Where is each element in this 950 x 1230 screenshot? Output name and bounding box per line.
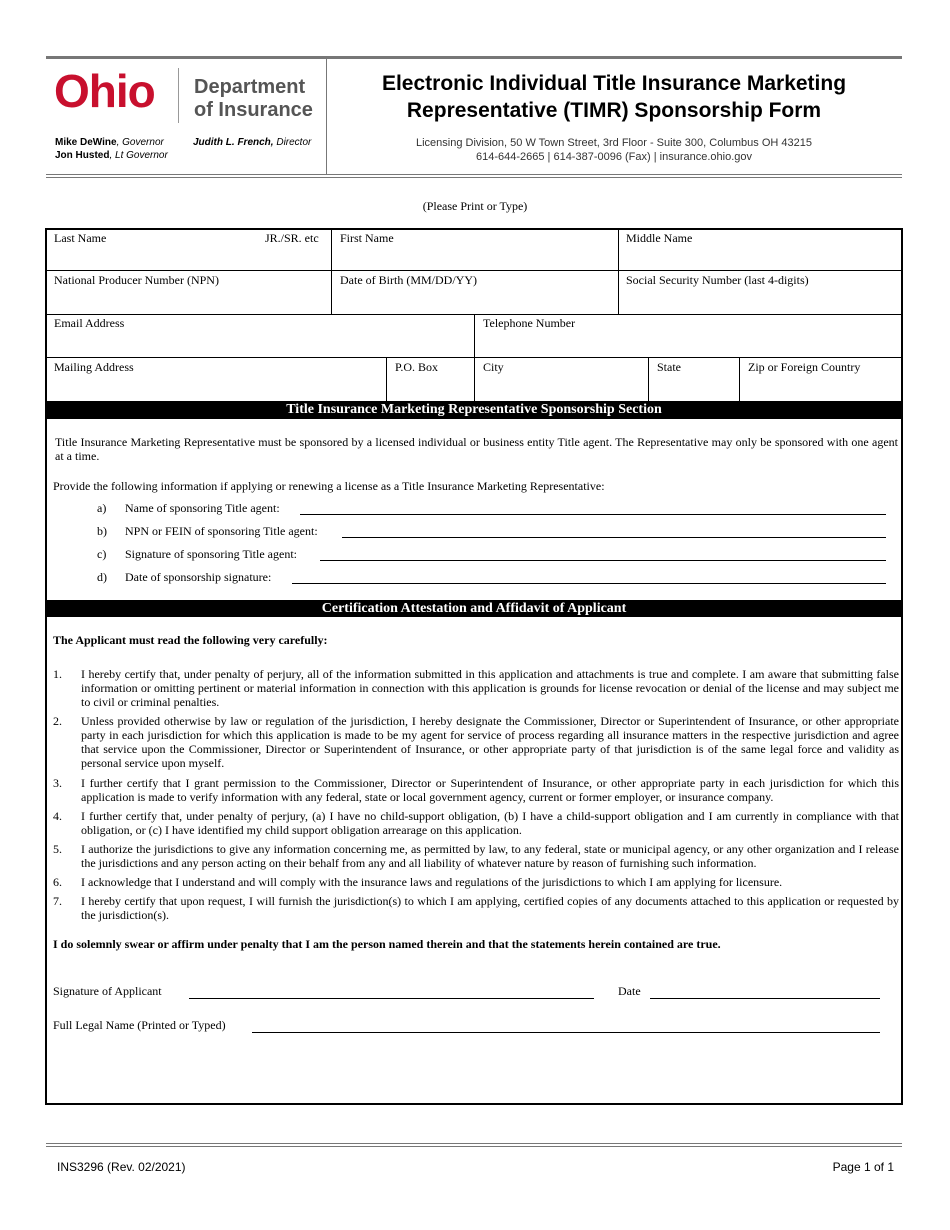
col-divider xyxy=(648,357,649,401)
sponsor-signature-label: Signature of sponsoring Title agent: xyxy=(125,547,297,561)
department-name: Department of Insurance xyxy=(194,76,313,121)
suffix-field[interactable]: JR./SR. etc xyxy=(265,231,319,245)
certification-heading: Certification Attestation and Affidavit of Applicant xyxy=(45,600,903,617)
city-field[interactable]: City xyxy=(483,360,504,374)
email-field[interactable]: Email Address xyxy=(54,316,125,330)
col-divider xyxy=(618,229,619,314)
col-divider xyxy=(331,229,332,314)
governor-names: Mike DeWine, Governor Jon Husted, Lt Governor xyxy=(55,137,168,161)
item-letter: a) xyxy=(97,501,107,515)
first-name-field[interactable]: First Name xyxy=(340,231,394,245)
sponsor-signature-input[interactable] xyxy=(320,560,886,561)
header-top-rule xyxy=(46,56,902,59)
footer-rule-1 xyxy=(46,1143,902,1144)
dob-field[interactable]: Date of Birth (MM/DD/YY) xyxy=(340,273,477,287)
header-divider xyxy=(326,58,327,174)
row-divider xyxy=(46,270,903,271)
last-name-field[interactable]: Last Name xyxy=(54,231,107,245)
swear-statement: I do solemnly swear or affirm under penalty that I am the person named therein and that the statements herein contained are true. xyxy=(53,937,721,951)
sponsorship-provide: Provide the following information if applying or renewing a license as a Title Insurance Marketing Representative: xyxy=(53,479,605,493)
item-letter: b) xyxy=(97,524,107,538)
applicant-signature-label: Signature of Applicant xyxy=(53,984,162,998)
npn-field[interactable]: National Producer Number (NPN) xyxy=(54,273,219,287)
mailing-address-field[interactable]: Mailing Address xyxy=(54,360,134,374)
state-field[interactable]: State xyxy=(657,360,681,374)
header-bottom-rule-1 xyxy=(46,174,902,175)
director-name: Judith L. French, Director xyxy=(193,137,312,148)
page-number: Page 1 of 1 xyxy=(832,1160,894,1174)
must-read-note: The Applicant must read the following very carefully: xyxy=(53,633,328,647)
sponsor-name-label: Name of sponsoring Title agent: xyxy=(125,501,280,515)
zip-field[interactable]: Zip or Foreign Country xyxy=(748,360,861,374)
col-divider xyxy=(474,314,475,401)
footer-rule-2 xyxy=(46,1146,902,1147)
telephone-field[interactable]: Telephone Number xyxy=(483,316,576,330)
sponsor-date-label: Date of sponsorship signature: xyxy=(125,570,272,584)
sponsor-npn-label: NPN or FEIN of sponsoring Title agent: xyxy=(125,524,318,538)
ohio-logo: Ohio xyxy=(54,65,155,117)
date-input[interactable] xyxy=(650,998,880,999)
item-letter: d) xyxy=(97,570,107,584)
print-note: (Please Print or Type) xyxy=(422,199,528,213)
licensing-address: Licensing Division, 50 W Town Street, 3rd Floor - Suite 300, Columbus OH 43215 614-644-2665 | 614-387-0096 (Fax) | insurance.ohio.gov xyxy=(416,137,812,163)
sponsorship-intro: Title Insurance Marketing Representative must be sponsored by a licensed individual or business entity Title agent. The Representative may only be sponsored with one agent at a time. xyxy=(55,435,898,463)
po-box-field[interactable]: P.O. Box xyxy=(395,360,439,374)
col-divider xyxy=(386,357,387,401)
sponsor-date-input[interactable] xyxy=(292,583,886,584)
sponsor-npn-input[interactable] xyxy=(342,537,886,538)
sponsor-name-input[interactable] xyxy=(300,514,886,515)
middle-name-field[interactable]: Middle Name xyxy=(626,231,693,245)
col-divider xyxy=(739,357,740,401)
form-title: Electronic Individual Title Insurance Marketing Representative (TIMR) Sponsorship Form xyxy=(381,72,847,122)
ssn-field[interactable]: Social Security Number (last 4-digits) xyxy=(626,273,809,287)
date-label: Date xyxy=(618,984,641,998)
full-name-input[interactable] xyxy=(252,1032,880,1033)
header-bottom-rule-2 xyxy=(46,177,902,178)
logo-divider xyxy=(178,68,179,123)
applicant-signature-input[interactable] xyxy=(189,998,594,999)
sponsorship-heading: Title Insurance Marketing Representative Sponsorship Section xyxy=(45,401,903,419)
full-name-label: Full Legal Name (Printed or Typed) xyxy=(53,1018,226,1032)
form-number: INS3296 (Rev. 02/2021) xyxy=(57,1160,186,1174)
item-letter: c) xyxy=(97,547,107,561)
